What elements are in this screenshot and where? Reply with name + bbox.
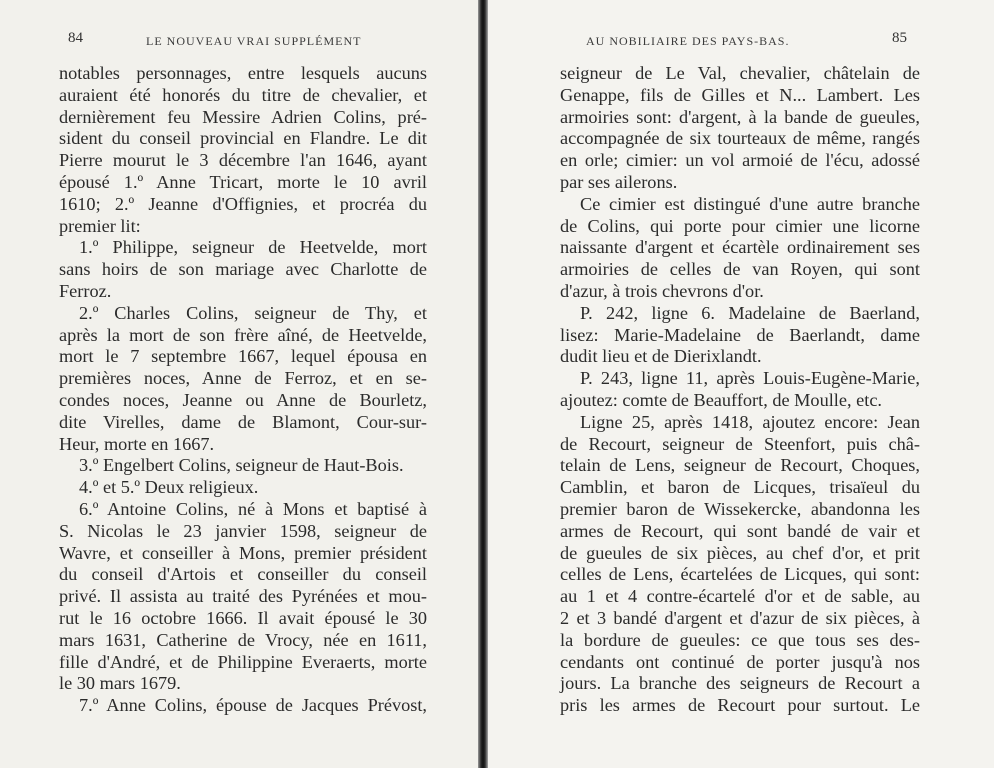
text-line: après la mort de son frère aîné, de Heetvelde, <box>59 324 427 345</box>
text-line: naissante d'argent et écartèle ordinairement ses <box>560 237 920 258</box>
text-line: du conseil d'Artois et conseiller du conseil <box>59 564 427 585</box>
text-line: 2 et 3 bandé d'argent et d'azur de six pièces, à <box>560 607 920 628</box>
text-line: jours. La branche des seigneurs de Recourt a <box>560 673 920 694</box>
text-line: premières noces, Anne de Ferroz, et en se- <box>59 368 427 389</box>
text-line: dudit lieu et de Dierixlandt. <box>560 346 762 367</box>
text-line: Ligne 25, après 1418, ajoutez encore: Jean <box>580 411 920 432</box>
text-line: lisez: Marie-Madelaine de Baerlandt, dame <box>560 324 920 345</box>
text-line: 6.º Antoine Colins, né à Mons et baptisé à <box>79 498 427 519</box>
right-page <box>488 0 994 768</box>
text-line: mars 1631, Catherine de Vrocy, née en 1611, <box>59 629 427 650</box>
text-line: cendants ont continué de porter jusqu'à nos <box>560 651 920 672</box>
text-line: premier baron de Wissekercke, abandonna les <box>560 498 920 519</box>
text-line: celles de Lens, écartelées de Licques, qui sont: <box>560 564 920 585</box>
text-line: auraient été honorés du titre de chevalier, et <box>59 84 427 105</box>
body-text <box>560 63 920 717</box>
text-line: 3.º Engelbert Colins, seigneur de Haut-Bois. <box>79 455 404 476</box>
text-line: ajoutez: comte de Beauffort, de Moulle, etc. <box>560 389 883 410</box>
text-line: rut le 16 octobre 1666. Il avait épousé le 30 <box>59 607 427 628</box>
text-line: en orle; cimier: un vol armoié de l'écu, adossé <box>560 150 920 171</box>
running-head: AU NOBILIAIRE DES PAYS-BAS. <box>586 34 790 48</box>
text-line: Genappe, fils de Gilles et N... Lambert. Les <box>560 84 920 105</box>
text-line: premier lit: <box>59 215 141 236</box>
text-line: sident du conseil provincial en Flandre. Le dit <box>59 128 427 149</box>
text-line: au 1 et 4 contre-écartelé d'or et de sable, au <box>560 586 920 607</box>
running-head: LE NOUVEAU VRAI SUPPLÉMENT <box>146 34 362 48</box>
left-page <box>0 0 478 768</box>
text-line: de Colins, qui porte pour cimier une licorne <box>560 215 920 236</box>
text-line: le 30 mars 1679. <box>59 673 181 694</box>
text-line: dernièrement feu Messire Adrien Colins, pré- <box>59 106 427 127</box>
text-line: armoiries de celles de van Royen, qui sont <box>560 259 920 280</box>
text-line: de Recourt, seigneur de Steenfort, puis châ- <box>560 433 920 454</box>
text-line: fille d'André, et de Philippine Everaerts, morte <box>59 651 427 672</box>
text-line: pris les armes de Recourt pour surtout. Le <box>560 695 920 716</box>
book-gutter <box>478 0 488 768</box>
text-line: d'azur, à trois chevrons d'or. <box>560 280 764 301</box>
text-line: accompagnée de six tourteaux de même, rangés <box>560 128 920 149</box>
text-line: Camblin, et baron de Licques, trisaïeul du <box>560 477 920 498</box>
text-line: 2.º Charles Colins, seigneur de Thy, et <box>79 302 427 323</box>
text-line: de gueules de six pièces, au chef d'or, et prit <box>560 542 920 563</box>
text-line: telain de Lens, seigneur de Recourt, Choques, <box>560 455 920 476</box>
text-line: 1.º Philippe, seigneur de Heetvelde, mort <box>79 237 427 258</box>
text-line: Heur, morte en 1667. <box>59 433 215 454</box>
text-line: P. 243, ligne 11, après Louis-Eugène-Marie, <box>580 368 920 389</box>
text-line: armoiries sont: d'argent, à la bande de gueules, <box>560 106 920 127</box>
text-line: P. 242, ligne 6. Madelaine de Baerland, <box>580 302 920 323</box>
page-number: 84 <box>68 30 83 46</box>
text-line: mort le 7 septembre 1667, lequel épousa en <box>59 346 427 367</box>
text-line: par ses ailerons. <box>560 171 678 192</box>
text-line: 4.º et 5.º Deux religieux. <box>79 477 259 498</box>
text-line: dite Virelles, dame de Blamont, Cour-sur- <box>59 411 427 432</box>
text-line: notables personnages, entre lesquels aucuns <box>59 63 427 83</box>
text-line: privé. Il assista au traité des Pyrénées et mou- <box>59 586 427 607</box>
text-line: sans hoirs de son mariage avec Charlotte de <box>59 259 427 280</box>
text-line: armes de Recourt, qui sont bandé de vair et <box>560 520 920 541</box>
text-line: Pierre mourut le 3 décembre l'an 1646, ayant <box>59 150 427 171</box>
body-text <box>59 63 427 717</box>
text-line: 7.º Anne Colins, épouse de Jacques Prévost, <box>79 695 427 716</box>
text-line: Ferroz. <box>59 280 112 301</box>
text-line: Ce cimier est distingué d'une autre branche <box>580 193 920 214</box>
text-line: seigneur de Le Val, chevalier, châtelain de <box>560 63 920 83</box>
text-line: 1610; 2.º Jeanne d'Offignies, et procréa du <box>59 193 427 214</box>
text-line: Wavre, et conseiller à Mons, premier président <box>59 542 427 563</box>
text-line: la bordure de gueules: ce que tous ses des- <box>560 629 920 650</box>
text-line: condes noces, Jeanne ou Anne de Bourletz, <box>59 389 427 410</box>
text-line: S. Nicolas le 23 janvier 1598, seigneur de <box>59 520 427 541</box>
page-number: 85 <box>892 30 907 46</box>
text-line: épousé 1.º Anne Tricart, morte le 10 avril <box>59 171 427 192</box>
